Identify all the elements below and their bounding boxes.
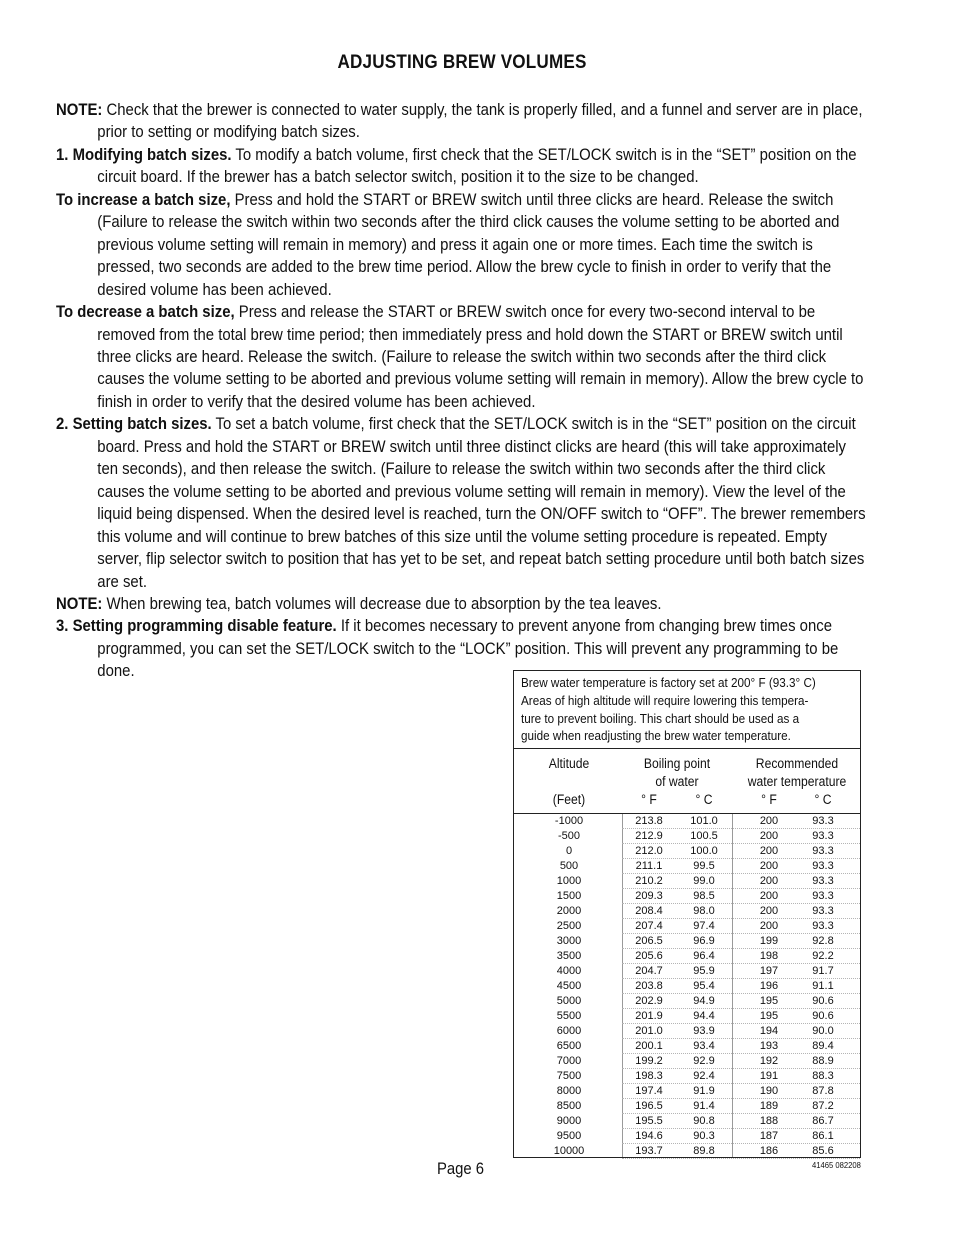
recommended-c-cell: 91.1: [812, 980, 834, 992]
altitude-cell: 500: [559, 860, 579, 872]
table-row: [514, 919, 860, 934]
boiling-c-cell: 95.4: [693, 980, 715, 992]
page-number: Page 6: [437, 1160, 485, 1178]
paragraph-text: To modify a batch volume, first check that the SET/LOCK switch is in the “SET” position on the circuit board. If the brewer has a batch selector switch, position it to the size to be changed.: [97, 144, 857, 187]
boiling-f-cell: 194.6: [635, 1130, 663, 1142]
recommended-f-cell: 196: [759, 980, 779, 992]
boiling-c-cell: 91.4: [693, 1100, 715, 1112]
recommended-f-cell: 197: [759, 965, 779, 977]
paragraph-lead: 3. Setting programming disable feature.: [56, 616, 337, 636]
boiling-c-cell: 96.9: [693, 935, 715, 947]
table-row: [514, 949, 860, 964]
table-row: [514, 844, 860, 859]
boiling-c-cell: 92.4: [693, 1070, 715, 1082]
recommended-c-cell: 89.4: [812, 1040, 834, 1052]
boiling-c-cell: 100.0: [690, 845, 718, 857]
boiling-c-cell: 97.4: [693, 920, 715, 932]
altitude-cell: 9000: [556, 1115, 582, 1127]
table-row: [514, 829, 860, 844]
recommended-f-cell: 200: [759, 845, 779, 857]
recommended-c-cell: 87.2: [812, 1100, 834, 1112]
recommended-c-cell: 90.6: [812, 1010, 834, 1022]
table-row: [514, 964, 860, 979]
instruction-paragraph: [56, 593, 869, 615]
recommended-c-cell: 93.3: [812, 905, 834, 917]
boiling-c-cell: 98.5: [693, 890, 715, 902]
recommended-c-cell: 92.8: [812, 935, 834, 947]
paragraph-lead: 2. Setting batch sizes.: [56, 414, 212, 434]
table-row: [514, 1114, 860, 1129]
recommended-f-cell: 186: [759, 1145, 779, 1157]
boiling-f-cell: 193.7: [635, 1145, 663, 1157]
boiling-c-cell: 100.5: [690, 830, 718, 842]
boiling-f-cell: 210.2: [635, 875, 663, 887]
altitude-unit-header: (Feet): [552, 792, 586, 807]
recommended-c-cell: 86.7: [812, 1115, 834, 1127]
altitude-cell: 8500: [556, 1100, 582, 1112]
boiling-c-cell: 98.0: [693, 905, 715, 917]
temperature-note-line: Areas of high altitude will require lowering this tempera-: [521, 692, 809, 708]
table-row: [514, 904, 860, 919]
paragraph-text: Check that the brewer is connected to water supply, the tank is properly filled, and a funnel and server are in place, prior to setting or modifying batch sizes.: [97, 100, 863, 142]
recommended-header-line2: water temperature: [747, 774, 847, 789]
boiling-c-cell: 94.9: [693, 995, 715, 1007]
boiling-f-cell: 200.1: [635, 1040, 663, 1052]
boiling-c-cell: 96.4: [693, 950, 715, 962]
table-row: [514, 1054, 860, 1069]
table-row: [514, 1039, 860, 1054]
temperature-note-line: ture to prevent boiling. This chart should be used as a: [521, 710, 800, 726]
altitude-cell: 6000: [556, 1025, 582, 1037]
altitude-cell: -500: [557, 830, 581, 842]
recommended-c-cell: 90.6: [812, 995, 834, 1007]
table-row: [514, 859, 860, 874]
recommended-c-cell: 85.6: [812, 1145, 834, 1157]
boiling-f-cell: 212.9: [635, 830, 663, 842]
recommended-f-cell: 193: [759, 1040, 779, 1052]
boiling-c-cell: 99.5: [693, 860, 715, 872]
recommended-f-cell: 200: [759, 830, 779, 842]
boiling-c-cell: 91.9: [693, 1085, 715, 1097]
recommended-c-cell: 86.1: [812, 1130, 834, 1142]
temperature-chart: [513, 670, 861, 1158]
altitude-cell: 1000: [556, 875, 582, 887]
recommended-c-cell: 93.3: [812, 890, 834, 902]
recommended-f-cell: 198: [759, 950, 779, 962]
paragraph-text: If it becomes necessary to prevent anyone from changing brew times once programmed, you can set the SET/LOCK switch to the “LOCK” position. This will prevent any programming to be done.: [97, 616, 839, 681]
boiling-f-cell: 199.2: [635, 1055, 663, 1067]
boiling-c-cell: 93.4: [693, 1040, 715, 1052]
recommended-c-cell: 88.9: [812, 1055, 834, 1067]
altitude-cell: 3500: [556, 950, 582, 962]
recommended-f-cell: 200: [759, 815, 779, 827]
table-row: [514, 1084, 860, 1099]
boiling-f-cell: 195.5: [635, 1115, 663, 1127]
altitude-header: Altitude: [548, 756, 590, 771]
paragraph-text: Press and release the START or BREW switch once for every two-second interval to be removed from the total brew time period; then immediately press and hold down the START or BREW switch until three clicks are heard. Release the switch. (Failure to release the switch within two seconds after the third click causes the volume setting to be aborted and previous volume setting will remain in memory). Allow the brew cycle to finish in order to verify that the desired volume has been achieved.: [97, 302, 864, 411]
boiling-f-cell: 202.9: [635, 995, 663, 1007]
instruction-paragraph: [56, 99, 869, 144]
paragraph-text: Press and hold the START or BREW switch until three clicks are heard. Release the switch (Failure to release the switch within two seconds after the third click causes the volume setting to be aborted and previous volume setting will remain in memory) and press it again one or more times. Each time the switch is pressed, two seconds are added to the brew time period. Allow the brew cycle to finish in order to verify that the desired volume has been achieved.: [97, 189, 840, 299]
boiling-c-cell: 90.8: [693, 1115, 715, 1127]
boiling-f-cell: 201.9: [635, 1010, 663, 1022]
recommended-f-cell: 191: [759, 1070, 779, 1082]
recommended-c-cell: 93.3: [812, 860, 834, 872]
instruction-paragraph: [56, 301, 869, 413]
recommended-f-cell: 195: [759, 995, 779, 1007]
recommended-f-cell: 200: [759, 860, 779, 872]
recommended-c-cell: 91.7: [812, 965, 834, 977]
altitude-cell: -1000: [554, 815, 584, 827]
altitude-cell: 10000: [553, 1145, 585, 1157]
boiling-c-cell: 95.9: [693, 965, 715, 977]
recommended-f-cell: 200: [759, 875, 779, 887]
paragraph-lead: To increase a batch size,: [56, 189, 231, 209]
boiling-c-cell: 90.3: [693, 1130, 715, 1142]
boiling-c-cell: 93.9: [693, 1025, 715, 1037]
recommended-header-line1: Recommended: [755, 756, 839, 771]
boiling-f-cell: 198.3: [635, 1070, 663, 1082]
recommended-c-cell: 92.2: [812, 950, 834, 962]
paragraph-text: To set a batch volume, first check that the SET/LOCK switch is in the “SET” position on the circuit board. Press and hold the START or BREW switch until three distinct clicks are heard (this will take approximately ten seconds), and then release the switch. (Failure to release the switch within two seconds after the third click causes the volume setting to be aborted and previous volume setting will remain in memory). View the level of the liquid being dispensed. When the desired level is reached, turn the ON/OFF switch to “OFF”. The brewer remembers this volume and will continue to brew batches of this size until the volume setting procedure is repeated. Empty server, flip selector switch to position that has yet to be set, and repeat batch setting procedure until both batch sizes are set.: [97, 414, 866, 591]
recommended-c-header: ° C: [814, 792, 832, 807]
boiling-f-cell: 206.5: [635, 935, 663, 947]
altitude-cell: 5000: [556, 995, 582, 1007]
recommended-c-cell: 88.3: [812, 1070, 834, 1082]
boiling-f-cell: 211.1: [635, 860, 663, 872]
instruction-paragraph: [56, 413, 869, 593]
boiling-c-header: ° C: [695, 792, 713, 807]
paragraph-lead: 1. Modifying batch sizes.: [56, 144, 232, 164]
table-row: [514, 1129, 860, 1144]
boiling-f-header: ° F: [641, 792, 657, 807]
page-title: ADJUSTING BREW VOLUMES: [337, 52, 587, 73]
recommended-f-cell: 187: [759, 1130, 779, 1142]
recommended-c-cell: 90.0: [812, 1025, 834, 1037]
altitude-cell: 0: [565, 845, 573, 857]
table-row: [514, 1069, 860, 1084]
instruction-paragraph: [56, 189, 869, 301]
boiling-f-cell: 212.0: [635, 845, 663, 857]
boiling-f-cell: 209.3: [635, 890, 663, 902]
table-row: [514, 994, 860, 1009]
table-row: [514, 1009, 860, 1024]
recommended-f-cell: 200: [759, 890, 779, 902]
recommended-c-cell: 93.3: [812, 830, 834, 842]
recommended-c-cell: 93.3: [812, 815, 834, 827]
instruction-paragraph: [56, 144, 869, 189]
boiling-c-cell: 94.4: [693, 1010, 715, 1022]
recommended-f-cell: 189: [759, 1100, 779, 1112]
altitude-cell: 1500: [556, 890, 582, 902]
altitude-cell: 4000: [556, 965, 582, 977]
recommended-c-cell: 93.3: [812, 875, 834, 887]
boiling-f-cell: 207.4: [635, 920, 663, 932]
table-row: [514, 934, 860, 949]
table-row: [514, 1144, 860, 1159]
altitude-cell: 2000: [556, 905, 582, 917]
recommended-f-cell: 200: [759, 905, 779, 917]
altitude-cell: 8000: [556, 1085, 582, 1097]
table-row: [514, 889, 860, 904]
altitude-cell: 2500: [556, 920, 582, 932]
boiling-c-cell: 89.8: [693, 1145, 715, 1157]
table-row: [514, 814, 860, 829]
table-row: [514, 1024, 860, 1039]
boiling-f-cell: 208.4: [635, 905, 663, 917]
recommended-f-cell: 199: [759, 935, 779, 947]
paragraph-lead: NOTE:: [56, 593, 103, 613]
boiling-f-cell: 213.8: [635, 815, 663, 827]
altitude-cell: 7500: [556, 1070, 582, 1082]
note-divider: [514, 748, 860, 749]
temperature-note-line: Brew water temperature is factory set at 200° F (93.3° C): [521, 675, 816, 690]
paragraph-text: When brewing tea, batch volumes will decrease due to absorption by the tea leaves.: [102, 593, 662, 613]
recommended-c-cell: 93.3: [812, 920, 834, 932]
recommended-f-cell: 200: [759, 920, 779, 932]
boiling-f-cell: 204.7: [635, 965, 663, 977]
altitude-cell: 4500: [556, 980, 582, 992]
recommended-f-cell: 190: [759, 1085, 779, 1097]
boiling-header-line1: Boiling point: [643, 756, 711, 771]
altitude-cell: 9500: [556, 1130, 582, 1142]
temperature-note-line: guide when readjusting the brew water temperature.: [521, 728, 791, 744]
recommended-c-cell: 93.3: [812, 845, 834, 857]
temperature-note: [521, 674, 856, 745]
boiling-c-cell: 99.0: [693, 875, 715, 887]
table-row: [514, 1099, 860, 1114]
altitude-cell: 6500: [556, 1040, 582, 1052]
boiling-c-cell: 101.0: [690, 815, 718, 827]
paragraph-lead: NOTE:: [56, 100, 103, 119]
boiling-f-cell: 205.6: [635, 950, 663, 962]
boiling-f-cell: 203.8: [635, 980, 663, 992]
boiling-f-cell: 196.5: [635, 1100, 663, 1112]
altitude-cell: 3000: [556, 935, 582, 947]
paragraph-lead: To decrease a batch size,: [56, 302, 235, 322]
recommended-c-cell: 87.8: [812, 1085, 834, 1097]
boiling-header-line2: of water: [655, 774, 699, 789]
recommended-f-cell: 194: [759, 1025, 779, 1037]
boiling-f-cell: 201.0: [635, 1025, 663, 1037]
document-id: 41465 082208: [812, 1160, 861, 1170]
table-row: [514, 874, 860, 889]
boiling-c-cell: 92.9: [693, 1055, 715, 1067]
altitude-cell: 7000: [556, 1055, 582, 1067]
recommended-f-header: ° F: [761, 792, 777, 807]
boiling-f-cell: 197.4: [635, 1085, 663, 1097]
altitude-cell: 5500: [556, 1010, 582, 1022]
recommended-f-cell: 192: [759, 1055, 779, 1067]
table-row: [514, 979, 860, 994]
instructions-body: [56, 99, 869, 683]
recommended-f-cell: 195: [759, 1010, 779, 1022]
recommended-f-cell: 188: [759, 1115, 779, 1127]
